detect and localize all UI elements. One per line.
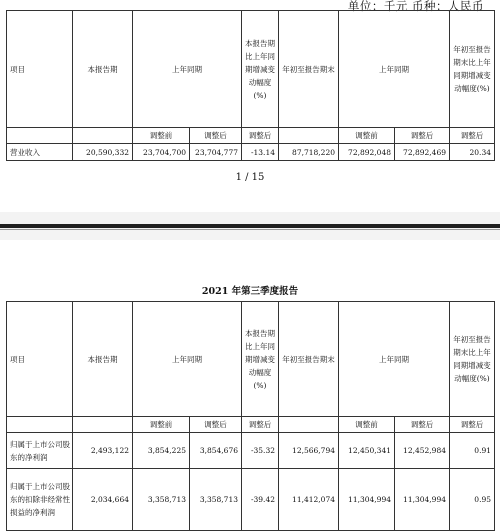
cell-current: 2,493,122: [73, 433, 133, 469]
header-item: 项目: [7, 302, 73, 417]
cell-after: 23,704,777: [190, 144, 242, 161]
header-blank: [279, 128, 339, 144]
header-after-adjust-ytd: 调整后: [395, 417, 450, 433]
row-item: 营业收入: [7, 144, 73, 161]
header-current-period: 本报告期: [73, 302, 133, 417]
cell-before: 3,854,225: [133, 433, 190, 469]
cell-ytd: 87,718,220: [279, 144, 339, 161]
header-ytd-change: 年初至报告期末比上年同期增减变动幅度(%): [450, 302, 495, 417]
header-blank: [73, 417, 133, 433]
report-page-2: [0, 240, 500, 529]
header-blank: [7, 128, 73, 144]
header-yoy-change: 本报告期比上年同期增减变动幅度(%): [242, 11, 279, 128]
header-after-adjust-ytd-change: 调整后: [450, 417, 495, 433]
financial-table-2: [6, 301, 495, 531]
table-row: [7, 469, 495, 531]
report-page-1: [0, 0, 500, 212]
page-number: 1 / 15: [235, 172, 265, 183]
header-ytd-change: 年初至报告期末比上年同期增减变动幅度(%): [450, 11, 495, 128]
report-title: 2021 年第三季度报告: [201, 286, 299, 297]
header-after-adjust-change: 调整后: [242, 128, 279, 144]
cell-ytd-after: 11,304,994: [395, 469, 450, 531]
header-blank: [279, 417, 339, 433]
header-ytd: 年初至报告期末: [279, 11, 339, 128]
cell-ytd-before: 12,450,341: [339, 433, 395, 469]
cell-ytd-after: 12,452,984: [395, 433, 450, 469]
header-ytd: 年初至报告期末: [279, 302, 339, 417]
header-after-adjust-ytd: 调整后: [395, 128, 450, 144]
cell-ytd-change: 0.91: [450, 433, 495, 469]
header-before-adjust: 调整前: [133, 417, 190, 433]
cell-ytd: 11,412,074: [279, 469, 339, 531]
row-item: 归属于上市公司股东的扣除非经常性损益的净利润: [7, 469, 73, 531]
header-before-adjust-ytd: 调整前: [339, 128, 395, 144]
header-after-adjust-change: 调整后: [242, 417, 279, 433]
cell-after: 3,358,713: [190, 469, 242, 531]
cell-ytd-after: 72,892,469: [395, 144, 450, 161]
cell-ytd-before: 72,892,048: [339, 144, 395, 161]
header-after-adjust: 调整后: [190, 128, 242, 144]
cell-change: -35.32: [242, 433, 279, 469]
header-prior-year-ytd: 上年同期: [339, 302, 450, 417]
table-row: [7, 144, 495, 161]
table-row: [7, 433, 495, 469]
header-before-adjust: 调整前: [133, 128, 190, 144]
header-after-adjust: 调整后: [190, 417, 242, 433]
header-prior-year-period: 上年同期: [133, 302, 242, 417]
header-item: 项目: [7, 11, 73, 128]
header-current-period: 本报告期: [73, 11, 133, 128]
row-item: 归属于上市公司股东的净利润: [7, 433, 73, 469]
cell-ytd-change: 0.95: [450, 469, 495, 531]
header-blank: [73, 128, 133, 144]
page-divider-thin: [0, 229, 500, 230]
header-blank: [7, 417, 73, 433]
cell-change: -39.42: [242, 469, 279, 531]
header-prior-year-period: 上年同期: [133, 11, 242, 128]
header-prior-year-ytd: 上年同期: [339, 11, 450, 128]
cell-ytd-before: 11,304,994: [339, 469, 395, 531]
header-before-adjust-ytd: 调整前: [339, 417, 395, 433]
financial-table-1: [6, 10, 495, 161]
cell-change: -13.14: [242, 144, 279, 161]
header-yoy-change: 本报告期比上年同期增减变动幅度(%): [242, 302, 279, 417]
cell-after: 3,854,676: [190, 433, 242, 469]
cell-before: 23,704,700: [133, 144, 190, 161]
header-after-adjust-ytd-change: 调整后: [450, 128, 495, 144]
cell-current: 2,034,664: [73, 469, 133, 531]
page-divider: [0, 224, 500, 228]
cell-ytd: 12,566,794: [279, 433, 339, 469]
cell-current: 20,590,332: [73, 144, 133, 161]
unit-currency-line: 单位：千元 币种：人民币: [347, 0, 484, 13]
cell-ytd-change: 20.34: [450, 144, 495, 161]
cell-before: 3,358,713: [133, 469, 190, 531]
